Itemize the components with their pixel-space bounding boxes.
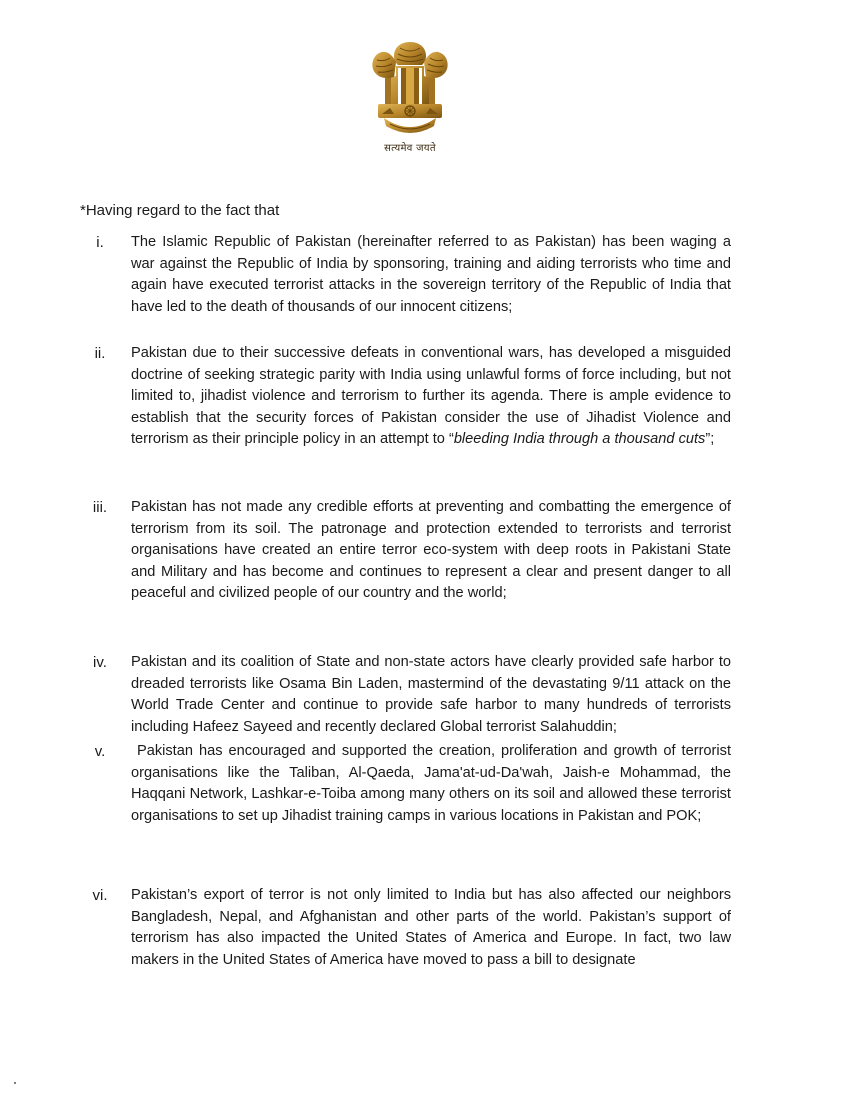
clause-text <box>131 885 731 971</box>
preamble-intro: *Having regard to the fact that <box>80 202 280 219</box>
clause-text-part: Pakistan due to their successive defeats in conventional wars, has developed a misguided doctrine of seeking strategic parity with India using unlawful forms of force including, but not limited to, jihadist violence and terrorism to further its agenda. There is ample evidence to establish that the security forces of Pakistan consider the use of Jihadist Violence and terrorism as their principle policy in an attempt to “ <box>131 345 731 448</box>
clause-text <box>131 232 731 318</box>
clause-paragraph: Pakistan and its coalition of State and non-state actors have clearly provided safe harbor to dreaded terrorists like Osama Bin Laden, mastermind of the devastating 9/11 attack on the World Trade Center and continue to provide safe harbor to many hundreds of terrorists including Hafeez Sayeed and recently declared Global terrorist Salahuddin; <box>131 654 731 735</box>
quoted-phrase: bleeding India through a thousand cuts <box>453 431 706 448</box>
clause-paragraph: Pakistan has encouraged and supported the creation, proliferation and growth of terrorist organisations like the Taliban, Al-Qaeda, Jama'at-ud-Da'wah, Jaish-e Mohammad, the Haqqani Network, Lashkar-e-Toiba among many others on its soil and allowed these terrorist organisations to set up Jihadist training camps in various locations in Pakistan and POK; <box>131 743 731 824</box>
national-motto: सत्यमेव जयते <box>384 143 436 154</box>
national-emblem-icon <box>360 38 460 142</box>
clause-text <box>131 741 731 827</box>
clause-text-part: ”; <box>705 431 715 448</box>
clause-text <box>131 497 731 605</box>
clause-number: ii. <box>94 345 106 362</box>
scan-speck <box>14 1082 16 1084</box>
clause-number: v. <box>94 743 106 760</box>
clause-number: iv. <box>93 654 107 671</box>
clause-number: iii. <box>92 499 108 516</box>
clause-paragraph: The Islamic Republic of Pakistan (hereinafter referred to as Pakistan) has been waging a war against the Republic of India by sponsoring, training and aiding terrorists who time and again have executed terrorist attacks in the sovereign territory of the Republic of India that have led to the death of thousands of our innocent citizens; <box>131 234 731 315</box>
clause-paragraph <box>131 343 731 451</box>
clause-text <box>131 652 731 738</box>
clause-number: vi. <box>92 887 108 904</box>
clause-paragraph: Pakistan’s export of terror is not only limited to India but has also affected our neighbors Bangladesh, Nepal, and Afghanistan and other parts of the world. Pakistan’s support of terrorism has also impacted the United States of America and Europe. In fact, two law makers in the United States of America have moved to pass a bill to designate <box>131 887 731 968</box>
clause-text <box>131 343 731 451</box>
clause-number: i. <box>96 234 104 251</box>
clause-paragraph: Pakistan has not made any credible efforts at preventing and combatting the emergence of terrorism from its soil. The patronage and protection extended to terrorists and terrorist organisations have created an entire terror eco-system with deep roots in Pakistani State and Military and has become and continues to represent a clear and present danger to all peaceful and civilized people of our country and the world; <box>131 499 731 602</box>
